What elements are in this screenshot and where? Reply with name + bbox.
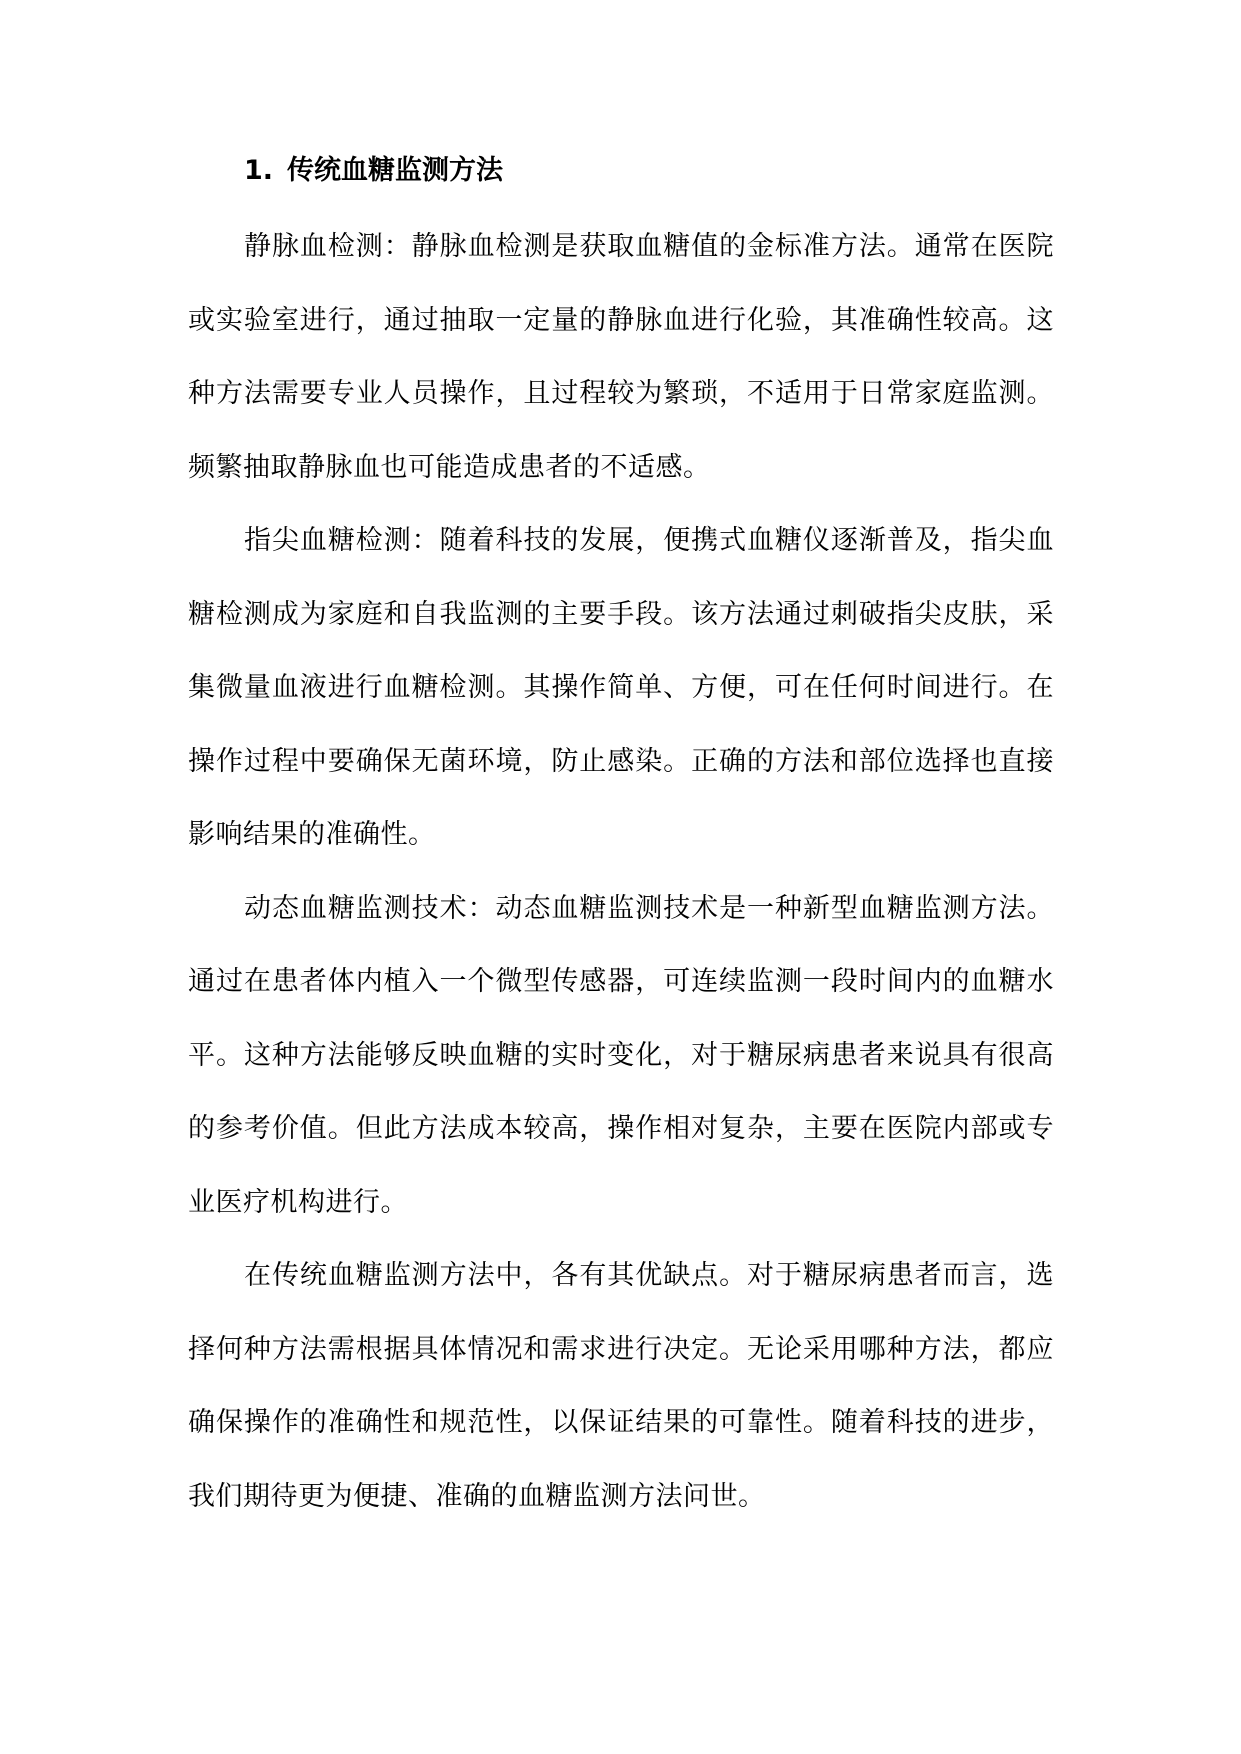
page-content — [188, 142, 1054, 1533]
section-number: 1. — [244, 155, 274, 186]
section-title: 传统血糖监测方法 — [287, 155, 504, 186]
paragraph-venous-blood-test: 静脉血检测：静脉血检测是获取血糖值的金标准方法。通常在医院或实验室进行，通过抽取一定量的静脉血进行化验，其准确性较高。这种方法需要专业人员操作，且过程较为繁琐，不适用于日常家庭监测。频繁抽取静脉血也可能造成患者的不适感。 — [188, 231, 1054, 483]
paragraph-conclusion: 在传统血糖监测方法中，各有其优缺点。对于糖尿病患者而言，选择何种方法需根据具体情况和需求进行决定。无论采用哪种方法，都应确保操作的准确性和规范性，以保证结果的可靠性。随着科技的进步，我们期待更为便捷、准确的血糖监测方法问世。 — [188, 1260, 1054, 1512]
paragraph-fingertip-test: 指尖血糖检测：随着科技的发展，便携式血糖仪逐渐普及，指尖血糖检测成为家庭和自我监测的主要手段。该方法通过刺破指尖皮肤，采集微量血液进行血糖检测。其操作简单、方便，可在任何时间进行。在操作过程中要确保无菌环境，防止感染。正确的方法和部位选择也直接影响结果的准确性。 — [188, 525, 1054, 850]
paragraph-continuous-monitoring: 动态血糖监测技术：动态血糖监测技术是一种新型血糖监测方法。通过在患者体内植入一个微型传感器，可连续监测一段时间内的血糖水平。这种方法能够反映血糖的实时变化，对于糖尿病患者来说具有很高的参考价值。但此方法成本较高，操作相对复杂，主要在医院内部或专业医疗机构进行。 — [188, 892, 1054, 1218]
section-heading — [188, 142, 1054, 200]
